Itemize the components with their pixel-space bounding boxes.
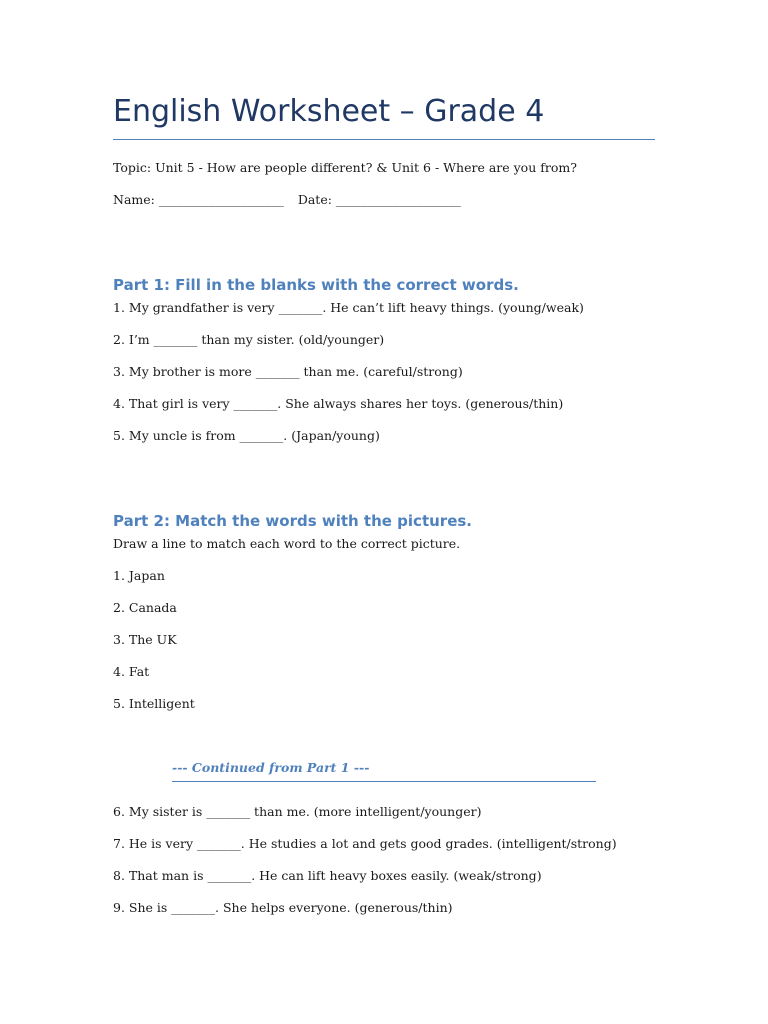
part2-item: 2. Canada <box>113 600 177 615</box>
part2-item: 1. Japan <box>113 568 165 583</box>
continued-item: 6. My sister is _______ than me. (more intelligent/younger) <box>113 804 482 819</box>
name-field: Name: ____________________ <box>113 192 284 207</box>
part2-item: 4. Fat <box>113 664 150 679</box>
part1-item: 5. My uncle is from _______. (Japan/young) <box>113 428 380 443</box>
part2-instruction: Draw a line to match each word to the correct picture. <box>113 536 461 551</box>
part2-item: 5. Intelligent <box>113 696 195 711</box>
page-title: English Worksheet – Grade 4 <box>113 94 545 129</box>
part1-item: 1. My grandfather is very _______. He can’t lift heavy things. (young/weak) <box>113 300 584 315</box>
part1-heading: Part 1: Fill in the blanks with the correct words. <box>113 276 519 294</box>
continued-underline <box>172 781 596 782</box>
continued-item: 9. She is _______. She helps everyone. (generous/thin) <box>113 900 453 915</box>
part2-item: 3. The UK <box>113 632 177 647</box>
part2-heading: Part 2: Match the words with the pictures. <box>113 512 472 530</box>
title-underline <box>113 139 655 140</box>
continued-item: 8. That man is _______. He can lift heavy boxes easily. (weak/strong) <box>113 868 542 883</box>
name-date-line <box>113 192 461 208</box>
part1-item: 4. That girl is very _______. She always shares her toys. (generous/thin) <box>113 396 564 411</box>
part1-item: 2. I’m _______ than my sister. (old/younger) <box>113 332 385 347</box>
topic-line: Topic: Unit 5 - How are people different? & Unit 6 - Where are you from? <box>113 160 577 175</box>
date-field: Date: ____________________ <box>297 192 461 207</box>
part1-item: 3. My brother is more _______ than me. (careful/strong) <box>113 364 463 379</box>
continued-label: --- Continued from Part 1 --- <box>172 760 370 775</box>
continued-item: 7. He is very _______. He studies a lot and gets good grades. (intelligent/strong) <box>113 836 617 851</box>
